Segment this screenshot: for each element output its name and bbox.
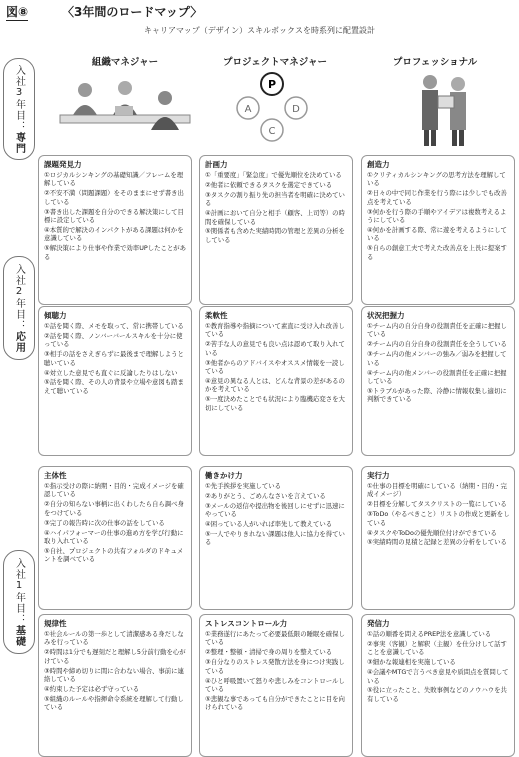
skill-item: ③チーム内の他メンバーの強み／弱みを把握している	[367, 350, 507, 367]
skill-item: ⑤解決策により仕事や作業で効率UPしたことがある	[44, 244, 187, 261]
stage-label-year3	[3, 58, 35, 160]
stage-year1-pre: 入社1年目：	[13, 557, 25, 625]
skill-item-list	[39, 322, 191, 395]
skill-item: ①チーム内の自分自身の役割責任を正確に把握している	[367, 322, 507, 339]
figure-title: 〈3年間のロードマップ〉	[62, 5, 203, 19]
skill-item: ④ひと呼吸置いて怒りや悲しみをコントロールしている	[205, 676, 345, 693]
skill-box-creativity	[361, 155, 515, 305]
skill-box-planning	[199, 155, 353, 305]
stage-label-year2	[3, 256, 35, 360]
skill-item: ②整理・整頓・清掃で身の周りを整えている	[205, 648, 333, 657]
skill-box-title: 傾聴力	[44, 311, 67, 320]
stage-year2-pre: 入社2年目：	[13, 263, 25, 331]
skill-item: ③完了の報告時に次の仕事の話をしている	[44, 518, 165, 527]
skill-item: ④何かを計画する際、常に遊を考えるようにしている	[367, 225, 507, 243]
skill-item: ⑤自らの創意工夫で考えた改善点を上長に提案する	[367, 244, 507, 261]
skill-item: ⑤悲観な事であっても自分ができたことに目を向けられている	[205, 694, 345, 712]
skill-box-title: 課題発見力	[44, 160, 82, 169]
skill-box-situation-awareness	[361, 306, 515, 456]
skill-box-title: 柔軟性	[205, 311, 228, 320]
skill-item: ④約束した予定は必ず守っている	[44, 684, 140, 693]
skill-item: ④会議やMTGで言うべき意見や质問点を質問している	[367, 668, 509, 685]
skill-item: ②苦手な人の意見でも良い点は認めて取り入れている	[205, 340, 345, 357]
professionals-illustration	[400, 70, 490, 148]
skill-item: ①クリティカルシンキングの思考方法を理解している	[367, 171, 506, 188]
skill-box-title: 創造力	[367, 160, 390, 169]
skill-box-flexibility	[199, 306, 353, 456]
skill-item: ⑤自社、プロジェクトの共有フォルダのドキュメントを調べている	[44, 546, 184, 564]
skill-box-stress-control	[199, 614, 353, 757]
skill-item: ⑤一度決めたことでも状況により臨機応変さを大切にしている	[205, 395, 345, 412]
skill-box-title: 計画力	[205, 160, 228, 169]
skill-item: ⑤関係者も含めた実績時間の管理と差異の分析をしている	[205, 227, 345, 244]
skill-item: ③タスクの割り振り先の担当者を明確に決めている	[205, 190, 345, 208]
skill-item: ②時間は1分でも遅刻だと理解し5分前行動を心がけている	[44, 648, 186, 665]
skill-box-title: ストレスコントロール力	[205, 619, 288, 628]
skill-item: ④困っている人がいれば率先して教えている	[205, 520, 333, 529]
skill-item: ①ロジカルシンキングの基礎知識／フレームを理解している	[44, 171, 184, 188]
skill-item: ④本質的で解決のインパクトがある課題は何かを意識している	[44, 225, 184, 243]
skill-item: ⑤役に立ったこと、失敗事例などのノウハウを共有している	[367, 686, 507, 703]
figure-subtitle: キャリアマップ（デザイン）スキルボックスを時系列に配置設計	[144, 26, 375, 35]
skill-item: ④対立した意見でも直ぐに反論したりはしない	[44, 368, 178, 377]
pdca-d-label: D	[292, 104, 300, 115]
skill-box-title: 状況把握力	[367, 311, 405, 320]
skill-item-list	[200, 630, 352, 712]
skill-item-list	[200, 171, 352, 244]
skill-item: ①話の順番を問えるPREP法を意識している	[367, 630, 492, 638]
skill-item: ①指示受けの際に納期・目的・完成イメージを確認している	[44, 482, 184, 499]
skill-box-title: 働きかけ力	[205, 471, 243, 480]
stage-year3-main: 専門	[13, 131, 25, 154]
stage-year1-main: 基礎	[13, 624, 25, 647]
skill-item: ②チーム内の自分自身の役割責任を全うしている	[367, 340, 507, 349]
skill-item-list	[362, 171, 514, 261]
skill-item: ③相手の話をさえぎらずに最後まで理解しようと聴いている	[44, 350, 184, 367]
skill-item: ①仕事の目標を明確にしている（納期・目的・完成イメージ）	[367, 482, 507, 499]
stage-label-year1	[3, 550, 35, 654]
skill-item-list	[39, 630, 191, 712]
skill-item: ①教育指導や指摘について素直に受け入れ改善している	[205, 322, 345, 339]
skill-item: ③他者からのアドバイスやオススメ情報を一読している	[205, 358, 345, 376]
skill-item-list	[362, 630, 514, 703]
skill-box-problem-finding	[38, 155, 192, 305]
skill-item: ①社会ルールの第一歩として清潔感ある身だしなみを行っている	[44, 630, 184, 647]
skill-item: ①「重要度」「緊急度」で優先順位を決めている	[205, 171, 342, 179]
skill-item: ③細かな報連相を実施している	[367, 658, 456, 667]
skill-item: ①先手挨拶を実施している	[205, 482, 282, 490]
skill-box-communication	[361, 614, 515, 757]
skill-item-list	[200, 322, 352, 412]
skill-item: ②目標を分解してタスクリストの一覧にしている	[367, 500, 507, 509]
skill-item: ④意見の異なる人とは、どんな背景の差があるのかを考えている	[205, 376, 345, 394]
skill-item: ②自分の知らない事柄に出くわしたら自ら調べ身をつけている	[44, 500, 184, 517]
skill-item-list	[200, 482, 352, 547]
stage-year3-pre: 入社3年目：	[13, 64, 25, 132]
skill-item: ②不安不満（問題課題）をそのままにせず書き出している	[44, 189, 184, 206]
column-header-professional: プロフェッショナル	[392, 57, 478, 68]
skill-item: ②日々の中で同じ作業を行う際には少しでも改善点を考えている	[367, 189, 507, 206]
skill-item: ③メールの返信や提出物を後回しにせずに迅速にやっている	[205, 501, 345, 519]
skill-item: ⑤トラブルがあった際、冷静に情報収集し適切に判断できている	[367, 386, 507, 404]
skill-item: ④チーム内の他メンバーの役割責任を正確に把握している	[367, 368, 507, 385]
skill-item-list	[362, 322, 514, 404]
stage-year2-main: 応用	[13, 330, 25, 353]
skill-item: ⑤話を聞く際、その人の背景や立場や意図も踏まえて聴いている	[44, 378, 184, 395]
pdca-cycle-diagram	[232, 70, 312, 148]
skill-item: ④計画において自分と相手（顧客、上司等）の時間を確保している	[205, 209, 345, 226]
skill-item: ②ありがとう、ごめんなさいを言えている	[205, 491, 326, 500]
skill-box-discipline	[38, 614, 192, 757]
skill-box-proactiveness	[38, 466, 192, 610]
column-header-project-manager: プロジェクトマネジャー	[222, 57, 328, 68]
skill-item: ①業務遂行にあたって必要最低限の睡眠を確保している	[205, 630, 345, 647]
skill-item-list	[39, 171, 191, 261]
skill-item: ③自分なりのストレス発散方法を身につけ実践している	[205, 658, 345, 675]
skill-item: ①話を聞く際、メモを取って、常に携帯している	[44, 322, 184, 330]
skill-item-list	[362, 482, 514, 547]
skill-box-title: 主体性	[44, 471, 67, 480]
column-header-org-manager: 組織マネジャー	[91, 57, 159, 68]
skill-item-list	[39, 482, 191, 564]
skill-item: ③書き出した課題を自分のできる解決策にして目標に設定している	[44, 207, 184, 225]
skill-box-outreach	[199, 466, 353, 610]
skill-item: ③時間や締め切りに間に合わない場合、事前に連絡している	[44, 666, 184, 684]
pdca-p-label: P	[267, 78, 277, 91]
pdca-a-label: A	[244, 104, 252, 115]
skill-box-title: 発信力	[367, 619, 390, 628]
skill-box-execution	[361, 466, 515, 610]
meeting-illustration	[55, 70, 195, 148]
skill-item: ②話を聞く際、ノンバーバールスキルを十分に使っている	[44, 331, 183, 349]
skill-item: ③ToDo（やるべきこと）リストの作成と更新をしている	[367, 510, 510, 527]
skill-item: ②事実（客観）と解釈（主観）を仕分けして話すことを意識している	[367, 639, 507, 657]
skill-item: ②他者に依頼できるタスクを選定できている	[205, 180, 333, 189]
skill-box-listening	[38, 306, 192, 456]
figure-tag: 図⑧	[6, 5, 29, 19]
skill-item: ⑤実績時間の見積と記録と差異の分析をしている	[367, 538, 507, 547]
skill-box-title: 実行力	[367, 471, 390, 480]
skill-item: ⑤組織のルールや指揮命令系統を理解して行動している	[44, 694, 184, 712]
skill-item: ⑤一人でやりきれない課題は他人に協力を得ている	[205, 530, 345, 547]
skill-item: ④タスクやToDoの優先順位付けができている	[367, 528, 497, 537]
skill-item: ③何かを行う際の手順やアイデアは複数考えるようにしている	[367, 207, 507, 225]
pdca-c-label: C	[268, 126, 276, 137]
skill-item: ④ハイパフォーマーの仕事の進め方を学び行動に取り入れている	[44, 528, 184, 545]
skill-box-title: 規律性	[44, 619, 67, 628]
